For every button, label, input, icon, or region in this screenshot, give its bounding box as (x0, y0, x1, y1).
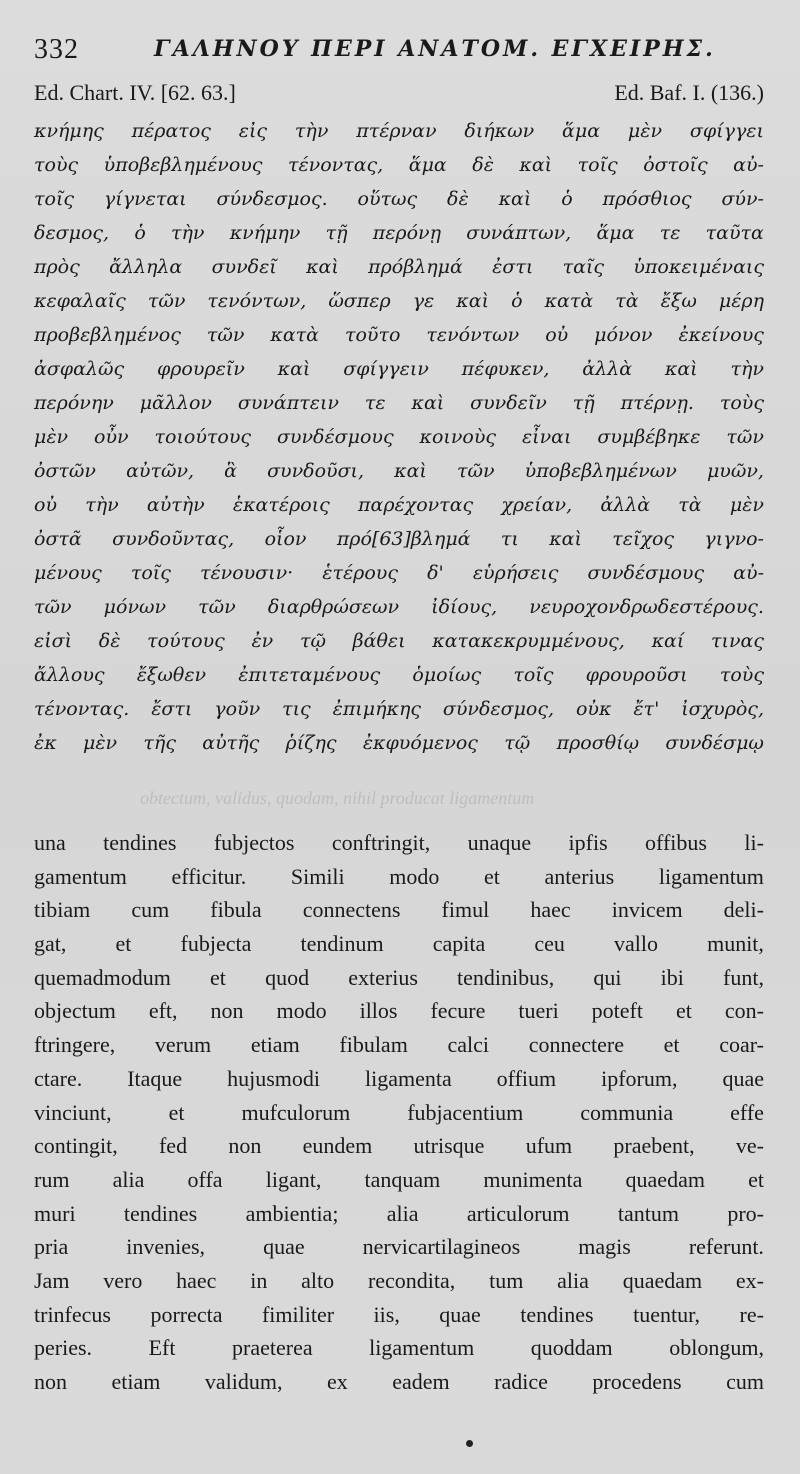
latin-line: objectum eft, non modo illos fecure tueri poteft et con- (34, 998, 764, 1024)
greek-line: κνήμης πέρατος εἰς τὴν πτέρναν διήκων ἅμα μὲν σφίγγει (34, 120, 764, 142)
latin-line: una tendines fubjectos conftringit, unaque ipfis offibus li- (34, 830, 764, 855)
greek-line: δεσμος, ὁ τὴν κνήμην τῇ περόνῃ συνάπτων, ἅμα τε ταῦτα (34, 222, 764, 244)
latin-text-block (34, 826, 764, 1399)
latin-line: gamentum efficitur. Simili modo et anterius ligamentum (34, 863, 764, 889)
latin-line: contingit, fed non eundem utrisque ufum praebent, ve- (34, 1133, 764, 1159)
greek-line: εἰσὶ δὲ τούτους ἐν τῷ βάθει κατακεκρυμμένους, καί τινας (34, 630, 764, 652)
latin-line: pria invenies, quae nervicartilagineos magis referunt. (34, 1234, 764, 1260)
latin-line: quemadmodum et quod exterius tendinibus, qui ibi funt, (34, 964, 764, 990)
printer-mark (466, 1440, 473, 1447)
latin-line: ftringere, verum etiam fibulam calci connectere et coar- (34, 1032, 764, 1058)
greek-line: πρὸς ἄλληλα συνδεῖ καὶ πρόβλημά ἐστι ταῖς ὑποκειμέναις (34, 256, 764, 278)
page-number: 332 (34, 34, 79, 65)
greek-line: ἄλλους ἔξωθεν ἐπιτεταμένους ὁμοίως τοῖς φρουροῦσι τοὺς (34, 664, 764, 686)
page-header (34, 30, 770, 70)
edition-chartier: Ed. Chart. IV. [62. 63.] (34, 80, 236, 105)
latin-line: Jam vero haec in alto recondita, tum alia quaedam ex- (34, 1267, 764, 1293)
greek-line: κεφαλαῖς τῶν τενόντων, ὥσπερ γε καὶ ὁ κατὰ τὰ ἔξω μέρη (34, 290, 764, 312)
greek-line: ἀσφαλῶς φρουρεῖν καὶ σφίγγειν πέφυκεν, ἀλλὰ καὶ τὴν (34, 358, 764, 380)
latin-line: gat, et fubjecta tendinum capita ceu vallo munit, (34, 931, 764, 957)
latin-line: tibiam cum fibula connectens fimul haec invicem deli- (34, 897, 764, 923)
greek-line: ὀστῶν αὐτῶν, ἃ συνδοῦσι, καὶ τῶν ὑποβεβλημένων μυῶν, (34, 460, 764, 482)
greek-line: τοὺς ὑποβεβλημένους τένοντας, ἅμα δὲ καὶ τοῖς ὀστοῖς αὐ- (34, 154, 764, 176)
latin-line: muri tendines ambientia; alia articulorum tantum pro- (34, 1200, 764, 1226)
latin-line: trinfecus porrecta fimiliter iis, quae tendines tuentur, re- (34, 1301, 764, 1327)
greek-line: τοῖς γίγνεται σύνδεσμος. οὕτως δὲ καὶ ὁ πρόσθιος σύν- (34, 188, 764, 210)
greek-line: ἐκ μὲν τῆς αὐτῆς ῥίζης ἐκφυόμενος τῷ προσθίῳ συνδέσμῳ (34, 732, 764, 754)
greek-line: ὀστᾶ συνδοῦντας, οἷον πρό[63]βλημά τι καὶ τεῖχος γιγνο- (34, 528, 764, 550)
greek-line: μὲν οὖν τοιούτους συνδέσμους κοινοὺς εἶναι συμβέβηκε τῶν (34, 426, 764, 448)
greek-line: μένους τοῖς τένουσιν· ἑτέρους δ' εὑρήσεις συνδέσμους αὐ- (34, 562, 764, 584)
greek-line: προβεβλημένος τῶν κατὰ τοῦτο τενόντων οὐ μόνον ἐκείνους (34, 324, 764, 346)
greek-line: τῶν μόνων τῶν διαρθρώσεων ἰδίους, νευροχονδρωδεστέρους. (34, 596, 764, 618)
greek-line: περόνην μᾶλλον συνάπτειν τε καὶ συνδεῖν τῇ πτέρνῃ. τοὺς (34, 392, 764, 414)
bleed-through-text: obtectum, validus, quodam, nihil producat ligamentum (140, 788, 535, 808)
latin-line: vinciunt, et mufculorum fubjacentium communia effe (34, 1099, 764, 1125)
greek-text-block (34, 114, 764, 760)
greek-line: τένοντας. ἔστι γοῦν τις ἐπιμήκης σύνδεσμος, οὐκ ἔτ' ἰσχυρὸς, (34, 698, 764, 720)
latin-line: rum alia offa ligant, tanquam munimenta quaedam et (34, 1166, 764, 1192)
running-title: ΓΑΛΗΝΟΥ ΠΕΡΙ ΑΝΑΤΟΜ. ΕΓΧΕΙΡΗΣ. (154, 36, 716, 62)
edition-basel: Ed. Baf. I. (136.) (614, 80, 764, 105)
edition-references (34, 80, 764, 110)
greek-line: οὐ τὴν αὐτὴν ἑκατέροις παρέχοντας χρείαν, ἀλλὰ τὰ μὲν (34, 494, 764, 516)
latin-line: peries. Eft praeterea ligamentum quoddam oblongum, (34, 1335, 764, 1361)
latin-line: ctare. Itaque hujusmodi ligamenta offium ipforum, quae (34, 1065, 764, 1091)
latin-line: non etiam validum, ex eadem radice procedens cum (34, 1369, 764, 1394)
